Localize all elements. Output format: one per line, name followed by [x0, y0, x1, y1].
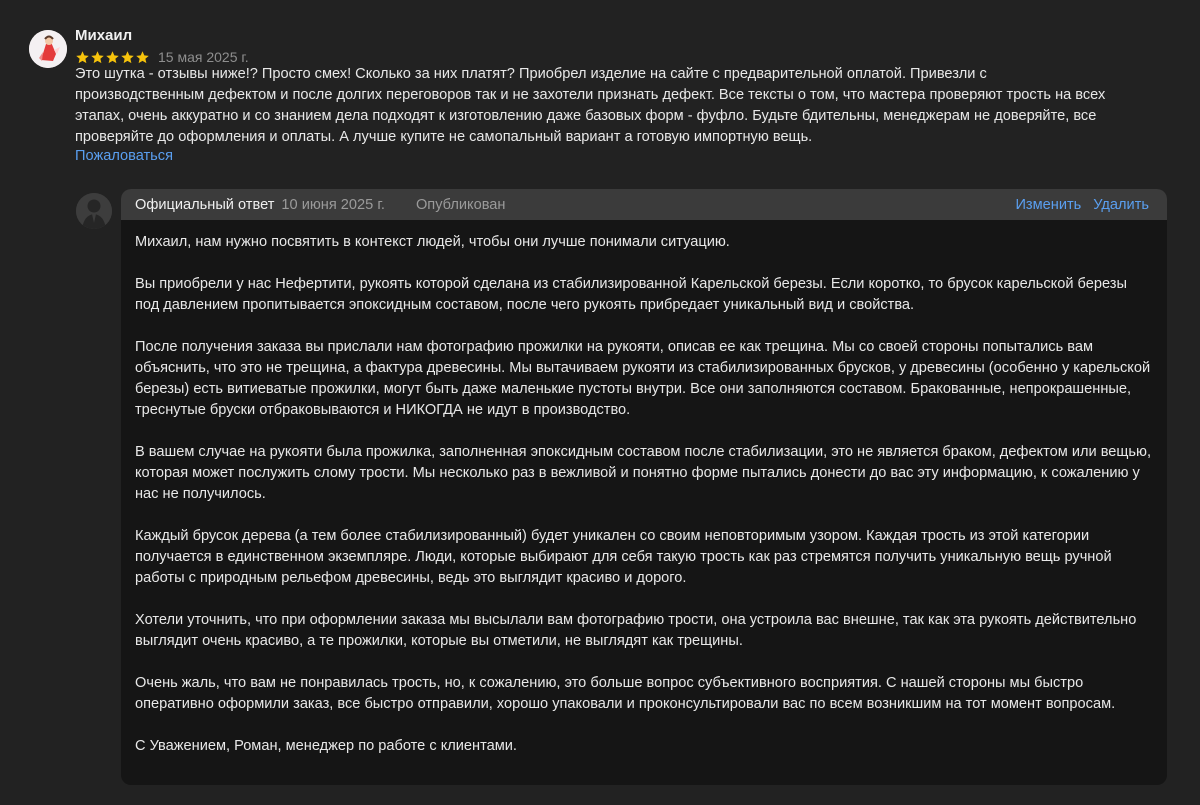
reply-paragraph: Михаил, нам нужно посвятить в контекст людей, чтобы они лучше понимали ситуацию. — [135, 234, 730, 250]
review-text-line: проверяйте до оформления и оплаты. А лучше купите не самопальный вариант а готовую импортную вещь. — [75, 129, 813, 145]
edit-reply-button[interactable]: Изменить — [1015, 196, 1082, 213]
star-icon — [120, 50, 135, 65]
reply-paragraph: Хотели уточнить, что при оформлении заказа мы высылали вам фотографию трости, она устроила вас внешне, так как эта рукоять действительно выглядит очень красиво, а те прожилки, которые вы отметили, не выглядят как трещины. — [135, 612, 1137, 649]
review-text — [75, 64, 1175, 148]
reply-paragraph: Каждый брусок дерева (а тем более стабилизированный) будет уникален со своим неповторимым узором. Каждая трость из этой категории получается в единственном экземпляре. Люди, которые выбирают для себя такую трость как раз стремятся получить уникальную вещь ручной работы с природным рельефом древесины, ведь это выглядит красиво и дорого. — [135, 528, 1112, 586]
reply-date: 10 июня 2025 г. — [281, 196, 385, 213]
delete-reply-button[interactable]: Удалить — [1093, 196, 1149, 213]
star-icon — [75, 50, 90, 65]
official-reply-card — [121, 189, 1167, 785]
reply-header — [121, 189, 1167, 220]
reply-paragraph: После получения заказа вы прислали нам фотографию прожилки на рукояти, описав ее как трещина. Мы со своей стороны попытались вам объяснить, что это не трещина, а фактура древесины. Мы вытачиваем рукояти из стабилизированных брусков, у древесины (особенно у карельской березы) есть витиеватые прожилки, могут быть даже маленькие пустоты внутри. Все они заполняются составом. Бракованные, непрокрашенные, треснутые бруски отбраковываются и НИКОГДА не идут в производство. — [135, 339, 1151, 418]
reply-paragraph: Очень жаль, что вам не понравилась трость, но, к сожалению, это больше вопрос субъективного восприятия. С нашей стороны мы быстро оперативно оформили заказ, все быстро отправили, хорошо упаковали и проконсультировали вас по всем возникшим на тот момент вопросам. — [135, 675, 1116, 712]
reply-paragraph: Вы приобрели у нас Нефертити, рукоять которой сделана из стабилизированной Карельской березы. Если коротко, то брусок карельской березы под давлением пропитывается эпоксидным составом, после чего рукоять прибредает уникальный вид и свойства. — [135, 276, 1127, 313]
user-avatar-image — [29, 30, 67, 68]
review-text-line: Это шутка - отзывы ниже!? Просто смех! Сколько за них платят? Приобрел изделие на сайте с предварительной оплатой. Привезли с — [75, 66, 987, 82]
reply-body — [121, 220, 1167, 757]
star-icon — [90, 50, 105, 65]
star-icon — [135, 50, 150, 65]
person-icon — [76, 193, 112, 229]
complain-link[interactable]: Пожаловаться — [75, 148, 173, 164]
reply-avatar — [76, 193, 112, 229]
review-text-line: этапах, очень аккуратно и со знанием дела подходят к изготовлению даже базовых форм - фуфло. Будьте бдительны, менеджерам не доверяйте, все — [75, 108, 1097, 124]
review-author[interactable]: Михаил — [75, 27, 133, 44]
review-text-line: производственным дефектом и после долгих переговоров так и не захотели признать дефект. Все тексты о том, что мастера проверяют трость на всех — [75, 87, 1106, 103]
reply-paragraph: С Уважением, Роман, менеджер по работе с клиентами. — [135, 738, 517, 754]
user-avatar[interactable] — [29, 30, 67, 68]
star-icon — [105, 50, 120, 65]
reply-status: Опубликован — [415, 196, 506, 213]
reply-paragraph: В вашем случае на рукояти была прожилка, заполненная эпоксидным составом после стабилизации, это не является браком, дефектом или вещью, которая может послужить слому трости. Мы несколько раз в вежливой и понятно форме пытались донести до вас эту информацию, к сожалению у нас не получилось. — [135, 444, 1152, 502]
reply-label: Официальный ответ — [135, 196, 275, 213]
rating-stars — [75, 50, 150, 65]
review-date: 15 мая 2025 г. — [158, 49, 249, 65]
